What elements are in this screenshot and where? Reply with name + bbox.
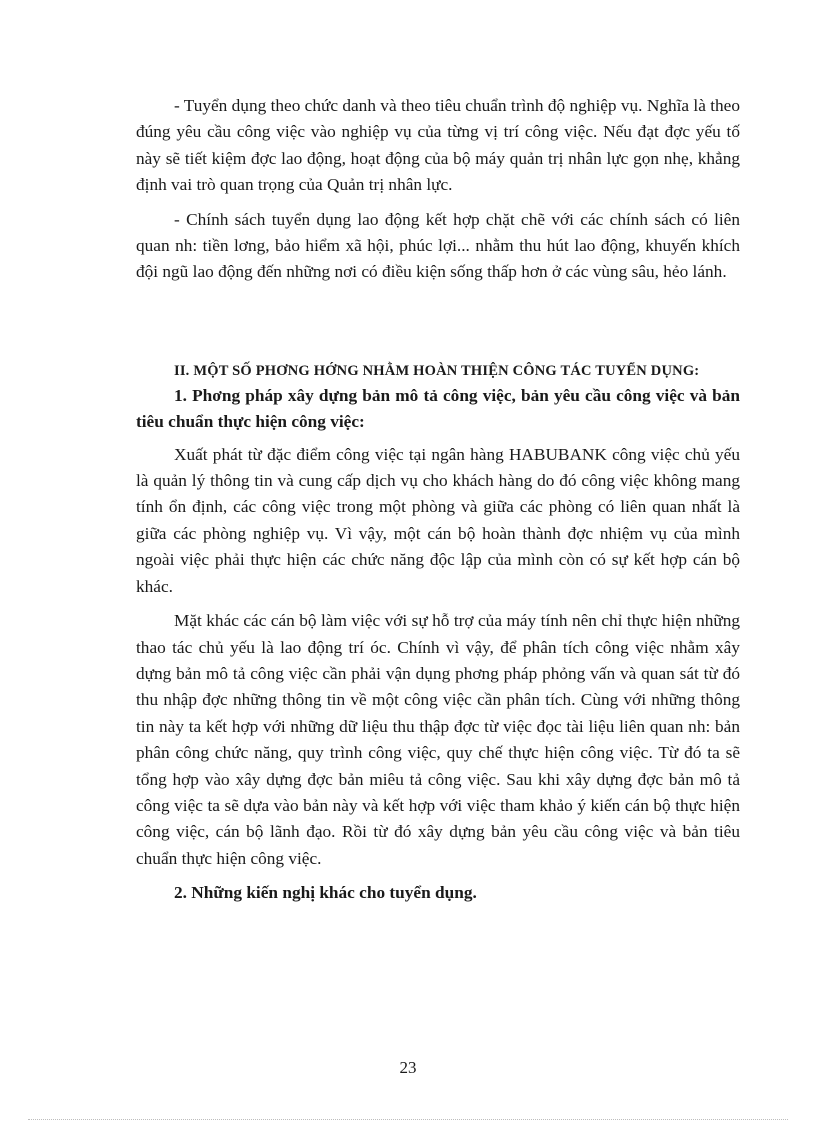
- paragraph-habubank: Xuất phát từ đặc điểm công việc tại ngân hàng HABUBANK công việc chủ yếu là quản lý thông tin và cung cấp dịch vụ cho khách hàng do đó công việc không mang tính ổn định, các công việc trong một phòng và giữa các phòng có liên quan nhất là giữa các phòng nghiệp vụ. Vì vậy, một cán bộ hoàn thành đợc nhiệm vụ của mình ngoài việc phải thực hiện các chức năng độc lập của mình còn có sự kết hợp cán bộ khác.: [136, 444, 740, 596]
- page-number: 23: [399, 1058, 417, 1077]
- paragraph-recruit-by-title: - Tuyển dụng theo chức danh và theo tiêu chuẩn trình độ nghiệp vụ. Nghĩa là theo đúng yêu cầu công việc vào nghiệp vụ của từng vị trí công việc. Nếu đạt đợc yếu tố này sẽ tiết kiệm đợc lao động, hoạt động của bộ máy quản trị nhân lực gọn nhẹ, khẳng định vai trò quan trọng của Quản trị nhân lực.: [136, 96, 740, 195]
- subheading-method: 1. Phơng pháp xây dựng bản mô tả công việc, bản yêu cầu công việc và bản tiêu chuẩn thực hiện công việc:: [136, 385, 740, 432]
- subheading-other-recommendations: 2. Những kiến nghị khác cho tuyển dụng.: [174, 883, 477, 903]
- section-heading: II. MỘT SỐ PHƠNG HỚNG NHẰM HOÀN THIỆN CÔNG TÁC TUYỂN DỤNG:: [174, 362, 700, 379]
- paragraph-analysis: Mặt khác các cán bộ làm việc với sự hỗ trợ của máy tính nên chỉ thực hiện những thao tác chủ yếu là lao động trí óc. Chính vì vậy, để phân tích công việc nhằm xây dựng bản mô tả công việc cần phải vận dụng phơng pháp phỏng vấn và quan sát từ đó thu nhập đợc những thông tin về một công việc cần phân tích. Cùng với những thông tin này ta kết hợp với những dữ liệu thu thập đợc từ việc đọc tài liệu liên quan nh: bản phân công chức năng, quy trình công việc, quy chế thực hiện công việc. Từ đó ta sẽ tổng hợp vào xây dựng đợc bản miêu tả công việc. Sau khi xây dựng đợc bản mô tả công việc ta sẽ dựa vào bản này và kết hợp với việc tham khảo ý kiến cán bộ thực hiện công việc, cán bộ lãnh đạo. Rồi từ đó xây dựng bản yêu cầu công việc và bản tiêu chuẩn thực hiện công việc.: [136, 611, 740, 868]
- document-page: [136, 93, 740, 907]
- footer-divider: [28, 1119, 788, 1120]
- paragraph-recruit-policy: - Chính sách tuyển dụng lao động kết hợp chặt chẽ với các chính sách có liên quan nh: tiền lơng, bảo hiểm xã hội, phúc lợi... nhằm thu hút lao động, khuyến khích đội ngũ lao động đến những nơi có điều kiện sống thấp hơn ở các vùng sâu, hẻo lánh.: [136, 209, 740, 282]
